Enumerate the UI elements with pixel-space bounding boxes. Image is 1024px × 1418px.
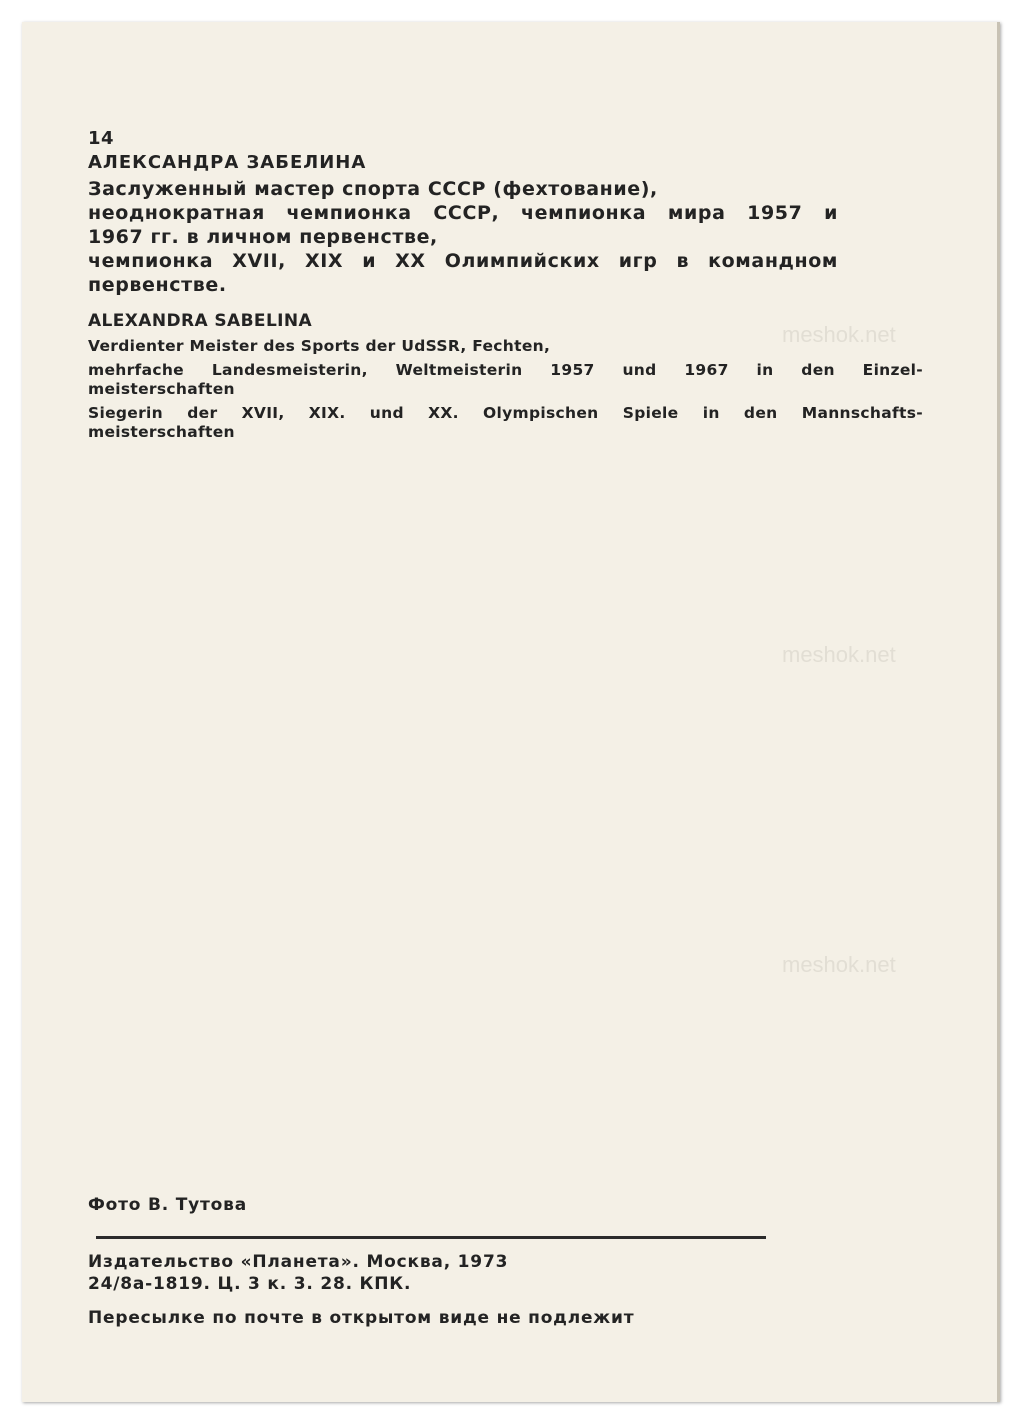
- german-description: [88, 339, 923, 449]
- description-line: Verdienter Meister des Sports der UdSSR, Fechten,: [88, 337, 551, 355]
- description-line: чемпионка XVII, XIX и XX Олимпийских игр в командном: [88, 250, 838, 272]
- description-line: первенстве.: [88, 274, 227, 296]
- publisher-line: 24/8а-1819. Ц. 3 к. 3. 28. КПК.: [88, 1274, 412, 1294]
- postcard-back: [22, 22, 1000, 1402]
- russian-description: [88, 180, 838, 300]
- description-line: Siegerin der XVII, XIX. und XX. Olympischen Spiele in den Mannschafts-: [88, 404, 923, 422]
- card-edge: [997, 22, 1000, 1402]
- description-line: 1967 гг. в личном первенстве,: [88, 226, 438, 248]
- card-number: 14: [88, 128, 115, 149]
- description-line: неоднократная чемпионка СССР, чемпионка мира 1957 и: [88, 202, 838, 224]
- watermark: meshok.net: [782, 952, 896, 977]
- divider-rule: [96, 1236, 766, 1239]
- description-line: meisterschaften: [88, 423, 235, 441]
- postal-note: Пересылке по почте в открытом виде не подлежит: [88, 1308, 635, 1328]
- publisher-info: [88, 1254, 508, 1298]
- watermark: meshok.net: [782, 642, 896, 667]
- publisher-line: Издательство «Планета». Москва, 1973: [88, 1252, 509, 1272]
- russian-name: АЛЕКСАНДРА ЗАБЕЛИНА: [88, 152, 367, 173]
- photo-credit: Фото В. Тутова: [88, 1195, 247, 1215]
- description-line: Заслуженный мастер спорта СССР (фехтование),: [88, 178, 658, 200]
- description-line: meisterschaften: [88, 380, 235, 398]
- description-line: mehrfache Landesmeisterin, Weltmeisterin 1957 und 1967 in den Einzel-: [88, 361, 923, 379]
- german-name: ALEXANDRA SABELINA: [88, 311, 313, 331]
- watermark: meshok.net: [782, 322, 896, 347]
